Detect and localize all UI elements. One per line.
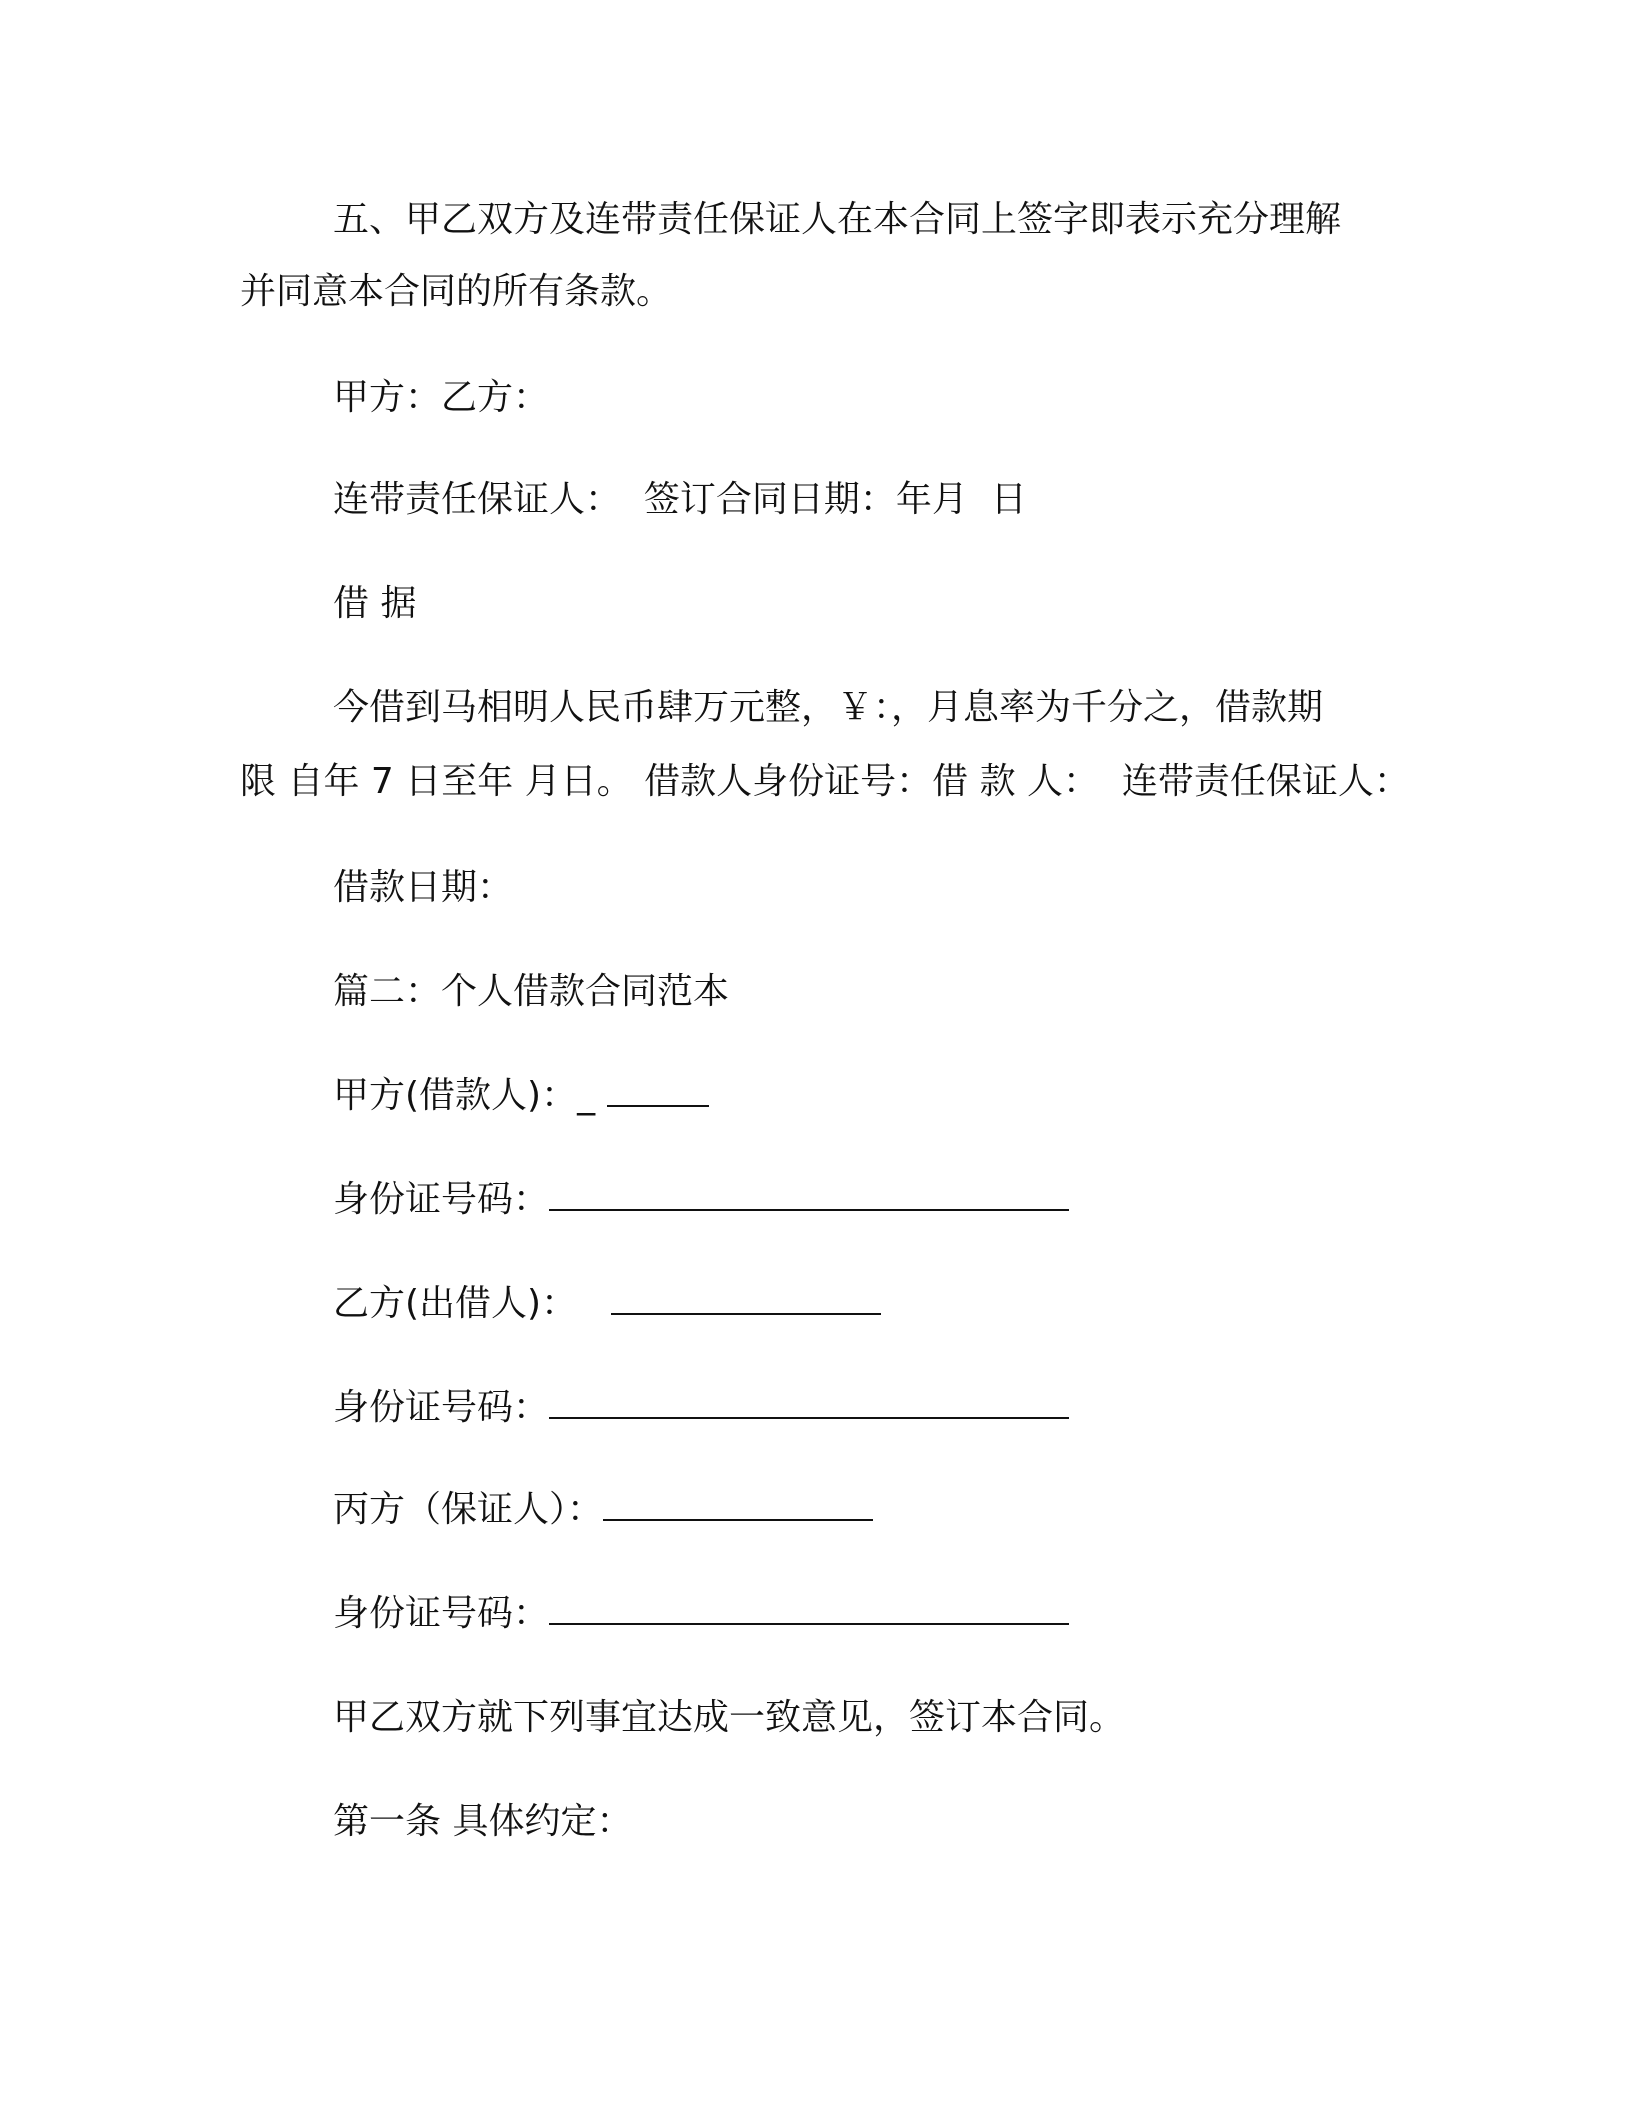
clause-five-line-2: 并同意本合同的所有条款。 xyxy=(240,271,673,312)
party-a-blank xyxy=(607,1075,709,1107)
id-number-label-3: 身份证号码： xyxy=(333,1593,550,1634)
party-c-label: 丙方（保证人）： xyxy=(333,1489,604,1530)
iou-text-line-1: 今借到马相明人民币肆万元整，￥：，月息率为千分之，借款期 xyxy=(333,687,1324,728)
id-number-label-2: 身份证号码： xyxy=(333,1387,550,1428)
id-number-blank-1 xyxy=(549,1179,1069,1211)
loan-date-label: 借款日期： xyxy=(333,867,514,908)
id-number-row-1 xyxy=(333,1176,1069,1224)
party-c-blank xyxy=(603,1489,873,1521)
clause-five-line-1: 五、甲乙双方及连带责任保证人在本合同上签字即表示充分理解 xyxy=(333,199,1342,240)
article-one-title: 第一条 具体约定： xyxy=(333,1801,633,1842)
id-number-row-3 xyxy=(333,1590,1069,1638)
party-a-row xyxy=(333,1072,709,1120)
id-number-row-2 xyxy=(333,1384,1069,1432)
party-b-label: 乙方(出借人)： xyxy=(333,1283,578,1324)
signature-parties: 甲方：乙方： xyxy=(333,377,550,418)
id-number-blank-3 xyxy=(549,1593,1069,1625)
party-c-row xyxy=(333,1486,873,1534)
iou-text-line-2: 限 自年 7 日至年 月日。 借款人身份证号：借 款 人： 连带责任保证人： xyxy=(240,761,1410,802)
id-number-label-1: 身份证号码： xyxy=(333,1179,550,1220)
party-a-label: 甲方(借款人)：_ xyxy=(333,1075,596,1116)
section-two-title: 篇二：个人借款合同范本 xyxy=(333,971,730,1012)
id-number-blank-2 xyxy=(549,1387,1069,1419)
guarantor-signing-date: 连带责任保证人： 签订合同日期：年月 日 xyxy=(333,479,1027,520)
iou-title: 借 据 xyxy=(333,583,417,624)
party-b-blank xyxy=(611,1283,881,1315)
party-b-row xyxy=(333,1280,881,1328)
agreement-statement: 甲乙双方就下列事宜达成一致意见，签订本合同。 xyxy=(333,1697,1126,1738)
